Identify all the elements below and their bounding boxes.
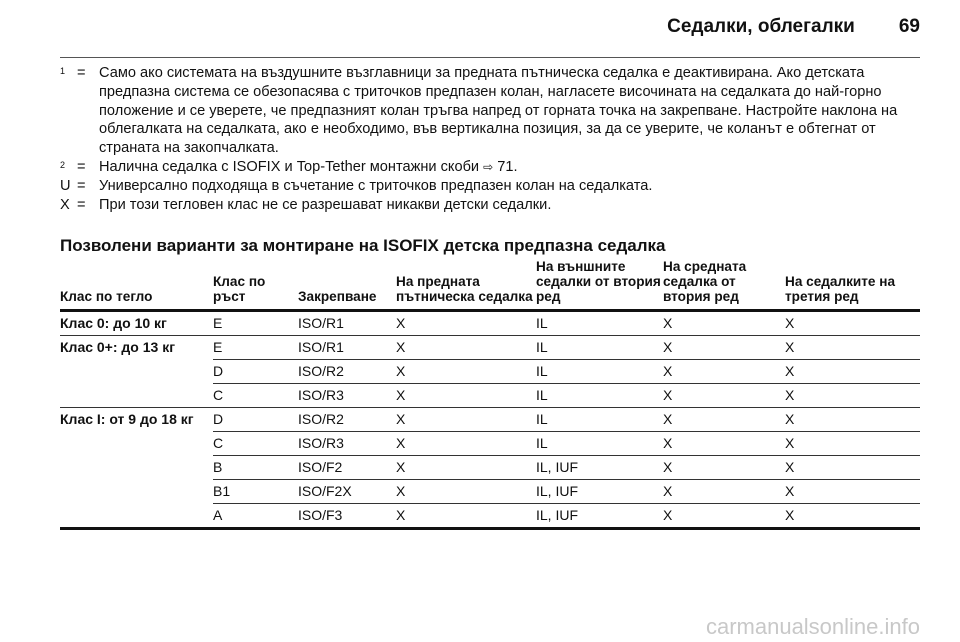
- footnote-text: Само ако системата на въздушните възглавници за предната пътническа седалка е деактивирана. Ако детската предпазна система се обезопасява с триточков предпазен колан, нагласете височината на седалката до най-горно положение и се уверете, че предпазният колан тръгва напред от горната точка на закрепване. Настройте наклона на облегалката на седалката, ако е необходимо, във вертикална позиция, за да се уверите, че коланът е обтегнат от страната на закопчалката.: [99, 65, 898, 157]
- footnote-eq: =: [77, 65, 86, 81]
- table-cell: ISO/F2X: [298, 480, 396, 504]
- table-cell: X: [785, 336, 920, 360]
- weight-class-cell: [60, 432, 213, 456]
- table-cell: A: [213, 504, 298, 529]
- table-cell: X: [396, 432, 536, 456]
- table-cell: B: [213, 456, 298, 480]
- table-row: [60, 384, 920, 408]
- table-cell: ISO/R1: [298, 311, 396, 336]
- table-cell: X: [663, 456, 785, 480]
- page-header: [60, 16, 920, 38]
- column-header: На предната пътническа седалка: [396, 259, 536, 311]
- table-row: [60, 360, 920, 384]
- table-row: [60, 456, 920, 480]
- arrow-right-icon: ⇨: [483, 159, 494, 174]
- table-cell: X: [663, 480, 785, 504]
- footnote-x: [60, 196, 922, 215]
- column-header: Клас по ръст: [213, 259, 298, 311]
- table-cell: IL, IUF: [536, 504, 663, 529]
- table-cell: X: [396, 336, 536, 360]
- footnote-key: U: [60, 177, 71, 194]
- table-cell: X: [785, 456, 920, 480]
- table-body: [60, 311, 920, 529]
- footnote-key: X: [60, 196, 70, 213]
- footnote-eq: =: [77, 196, 86, 213]
- footnote-1: [60, 64, 922, 158]
- table-cell: X: [396, 456, 536, 480]
- footnote-key: 2: [60, 159, 66, 170]
- page-reference-link[interactable]: 71.: [497, 158, 518, 175]
- footnote-text: При този тегловен клас не се разрешават никакви детски седалки.: [99, 196, 552, 213]
- weight-class-cell: [60, 504, 213, 529]
- table-cell: ISO/F3: [298, 504, 396, 529]
- weight-class-cell: Клас 0+: до 13 кг: [60, 339, 176, 356]
- table-cell: IL: [536, 384, 663, 408]
- table-cell: X: [396, 504, 536, 529]
- column-header: На средната седалка от втория ред: [663, 259, 785, 311]
- footnote-eq: =: [77, 158, 86, 175]
- column-header: На седалките на третия ред: [785, 259, 920, 311]
- table-cell: IL, IUF: [536, 456, 663, 480]
- column-header: Закрепване: [298, 259, 396, 311]
- table-cell: ISO/R3: [298, 432, 396, 456]
- table-cell: E: [213, 311, 298, 336]
- table-cell: ISO/R3: [298, 384, 396, 408]
- column-header: Клас по тегло: [60, 259, 213, 311]
- weight-class-cell: [60, 480, 213, 504]
- table-cell: E: [213, 336, 298, 360]
- footnote-eq: =: [77, 177, 86, 194]
- table-cell: IL: [536, 360, 663, 384]
- table-cell: X: [663, 311, 785, 336]
- column-header: На външните седалки от втория ред: [536, 259, 663, 311]
- table-cell: D: [213, 360, 298, 384]
- table-cell: X: [785, 311, 920, 336]
- footnote-key: 1: [60, 66, 66, 76]
- footnote-2: [60, 158, 922, 177]
- table-cell: X: [663, 384, 785, 408]
- table-row: [60, 480, 920, 504]
- table-cell: ISO/F2: [298, 456, 396, 480]
- table-cell: IL: [536, 432, 663, 456]
- table-cell: X: [396, 408, 536, 432]
- table-cell: X: [396, 360, 536, 384]
- table-cell: ISO/R2: [298, 408, 396, 432]
- table-cell: B1: [213, 480, 298, 504]
- table-row: [60, 336, 920, 360]
- table-cell: X: [396, 311, 536, 336]
- table-cell: X: [785, 360, 920, 384]
- table-row: [60, 504, 920, 529]
- table-cell: D: [213, 408, 298, 432]
- weight-class-cell: Клас I: от 9 до 18 кг: [60, 411, 194, 428]
- table-header-row: [60, 259, 920, 311]
- table-cell: X: [785, 480, 920, 504]
- section-title: Позволени варианти за монтиране на ISOFIX детска предпазна седалка: [60, 236, 666, 255]
- table-cell: IL, IUF: [536, 480, 663, 504]
- table-cell: ISO/R2: [298, 360, 396, 384]
- table-cell: X: [785, 384, 920, 408]
- table-cell: C: [213, 384, 298, 408]
- table-cell: X: [785, 408, 920, 432]
- page-title: Седалки, облегалки: [667, 16, 855, 37]
- footnote-u: [60, 177, 922, 196]
- footnotes: [60, 64, 922, 214]
- table-cell: X: [785, 432, 920, 456]
- table-cell: IL: [536, 311, 663, 336]
- table-cell: X: [396, 384, 536, 408]
- footnote-text: Универсално подходяща в съчетание с триточков предпазен колан на седалката.: [99, 177, 653, 194]
- table-cell: X: [396, 480, 536, 504]
- table-cell: X: [663, 360, 785, 384]
- table-cell: X: [663, 408, 785, 432]
- table-cell: IL: [536, 336, 663, 360]
- table-row: [60, 408, 920, 432]
- isofix-table: [60, 259, 920, 530]
- weight-class-cell: [60, 360, 213, 384]
- table-cell: X: [663, 504, 785, 529]
- weight-class-cell: [60, 384, 213, 408]
- footnote-text: Налична седалка с ISOFIX и Top-Tether монтажни скоби: [99, 158, 480, 175]
- table-cell: ISO/R1: [298, 336, 396, 360]
- header-divider: [60, 57, 920, 58]
- table-row: [60, 432, 920, 456]
- table-cell: C: [213, 432, 298, 456]
- page-number: 69: [898, 16, 920, 37]
- table-cell: X: [785, 504, 920, 529]
- table-cell: X: [663, 336, 785, 360]
- watermark: carmanualsonline.info: [705, 614, 920, 639]
- table-row: [60, 311, 920, 336]
- weight-class-cell: [60, 456, 213, 480]
- weight-class-cell: Клас 0: до 10 кг: [60, 311, 213, 336]
- table-cell: IL: [536, 408, 663, 432]
- table-cell: X: [663, 432, 785, 456]
